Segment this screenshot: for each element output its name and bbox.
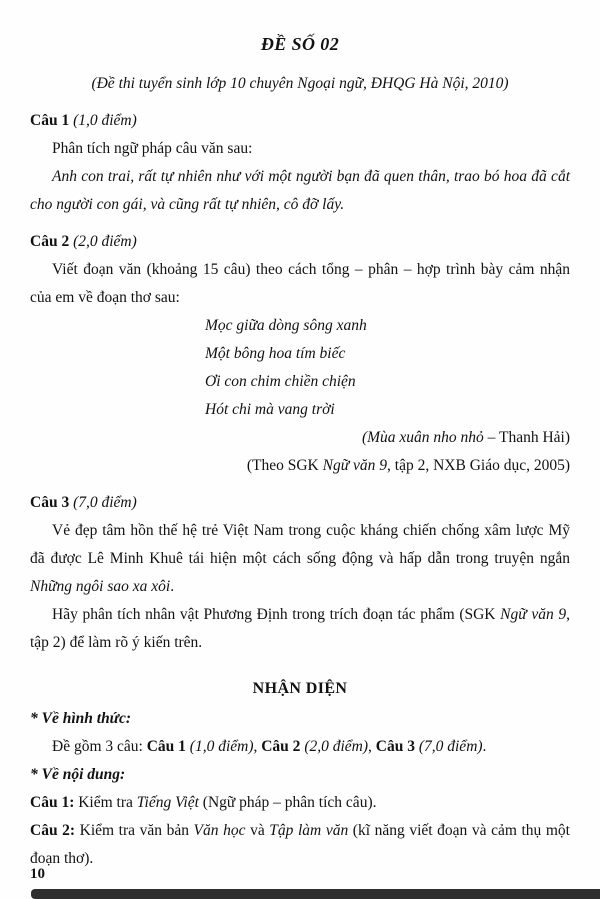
noi-dung-cau1-line	[30, 789, 570, 817]
hinh-thuc-cau1: Câu 1	[146, 738, 186, 755]
cau1-label: Câu 1	[30, 112, 70, 129]
noi-dung-label: * Về nội dung:	[30, 766, 126, 783]
hinh-thuc-end: .	[482, 738, 487, 755]
cau1-intro: Phân tích ngữ pháp câu văn sau:	[52, 140, 253, 157]
hinh-thuc-cau3: Câu 3	[375, 738, 415, 755]
source-book-title: Ngữ văn 9	[322, 457, 388, 474]
hinh-thuc-label: * Về hình thức:	[30, 710, 132, 727]
cau3-para1-end: .	[170, 578, 175, 595]
cau1-points: (1,0 điểm)	[69, 112, 137, 129]
source-pre-text: (Theo SGK	[246, 457, 323, 474]
page-title: ĐỀ SỐ 02	[260, 34, 340, 54]
cau2-intro: Viết đoạn văn (khoảng 15 câu) theo cách tổng – phân – hợp trình bày cảm nhận của em về đoạn thơ sau:	[30, 261, 570, 306]
source-post-text: , tập 2, NXB Giáo dục, 2005)	[387, 457, 570, 474]
cau3-para2-book-title: Ngữ văn 9	[500, 606, 567, 623]
poem-block	[205, 312, 570, 424]
noi-dung-cau2-label: Câu 2:	[30, 822, 76, 839]
poem-line-3: Ơi con chim chiền chiện	[205, 373, 356, 390]
poem-line-4: Hót chi mà vang trời	[205, 401, 335, 418]
noi-dung-cau2-subject1: Văn học	[193, 822, 246, 839]
cau2-heading	[30, 228, 570, 256]
hinh-thuc-cau2: Câu 2	[261, 738, 301, 755]
noi-dung-cau2-end: (kĩ năng viết đoạn và cảm thụ một đoạn thơ).	[30, 822, 570, 867]
page-number: 10	[30, 866, 45, 882]
cau3-para2-end: , tập 2) để làm rõ ý kiến trên.	[30, 606, 571, 651]
noi-dung-cau2-mid: và	[245, 822, 270, 839]
hinh-thuc-cau2-points: (2,0 điểm)	[300, 738, 369, 755]
noi-dung-cau2-line	[30, 817, 570, 873]
exam-subtitle: (Đề thi tuyển sinh lớp 10 chuyên Ngoại ngữ, ĐHQG Hà Nội, 2010)	[91, 75, 509, 92]
noi-dung-cau1-label: Câu 1:	[30, 794, 75, 811]
noi-dung-cau1-subject: Tiếng Việt	[136, 794, 199, 811]
scan-edge-bar	[31, 889, 600, 899]
poem-source	[30, 452, 570, 480]
poem-line-1: Mọc giữa dòng sông xanh	[205, 317, 367, 334]
cau3-heading	[30, 489, 570, 517]
cau1-heading	[30, 107, 570, 135]
cau3-para2-text: Hãy phân tích nhân vật Phương Định trong trích đoạn tác phẩm (SGK	[52, 606, 501, 623]
poem-author-text: – Thanh Hải)	[483, 429, 570, 446]
section-heading-nhan-dien: NHẬN DIỆN	[252, 680, 348, 697]
hinh-thuc-cau3-points: (7,0 điểm)	[414, 738, 483, 755]
cau3-label: Câu 3	[30, 494, 70, 511]
noi-dung-cau2-pre: Kiểm tra văn bản	[75, 822, 194, 839]
hinh-thuc-line	[30, 733, 570, 761]
cau2-points: (2,0 điểm)	[69, 233, 137, 250]
cau3-para1-book-title: Những ngôi sao xa xôi	[30, 578, 171, 595]
hinh-thuc-cau1-points: (1,0 điểm)	[185, 738, 254, 755]
cau3-para1	[30, 517, 570, 601]
noi-dung-cau1-pre: Kiểm tra	[74, 794, 137, 811]
noi-dung-cau1-end: (Ngữ pháp – phân tích câu).	[198, 794, 377, 811]
poem-attribution	[30, 424, 570, 452]
cau3-para1-text: Vẻ đẹp tâm hồn thế hệ trẻ Việt Nam trong cuộc kháng chiến chống xâm lược Mỹ đã được Lê Minh Khuê tái hiện một cách sống động và hấp dẫn trong truyện ngắn	[30, 522, 570, 567]
cau1-quote: Anh con trai, rất tự nhiên như với một người bạn đã quen thân, trao bó hoa đã cắt cho người con gái, và cũng rất tự nhiên, cô đỡ lấy.	[30, 168, 570, 213]
poem-title-italic: (Mùa xuân nho nhỏ	[361, 429, 484, 446]
hinh-thuc-sep1: ,	[253, 738, 262, 755]
noi-dung-cau2-subject2: Tập làm văn	[269, 822, 349, 839]
hinh-thuc-pre: Đề gồm 3 câu:	[52, 738, 147, 755]
cau3-para2	[30, 601, 570, 657]
poem-line-2: Một bông hoa tím biếc	[205, 345, 346, 362]
hinh-thuc-sep2: ,	[368, 738, 376, 755]
cau2-label: Câu 2	[30, 233, 70, 250]
cau3-points: (7,0 điểm)	[69, 494, 137, 511]
